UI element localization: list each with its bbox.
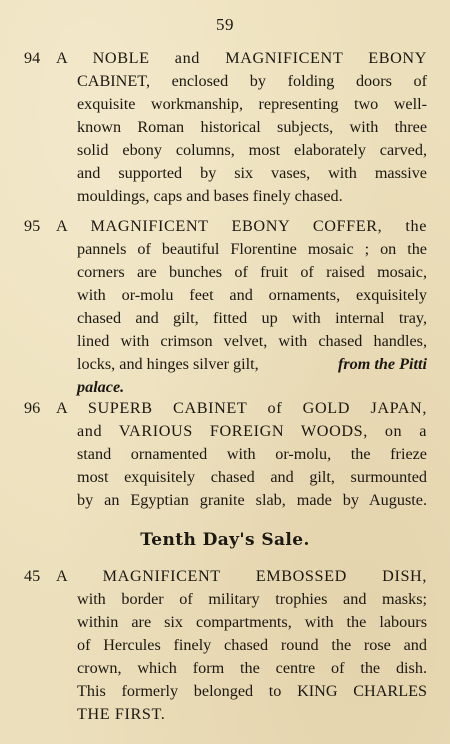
section-heading: Tenth Day's Sale. — [140, 530, 310, 550]
lot-text-line: locks, and hinges silver gilt, — [77, 355, 259, 373]
lot-text-line: A MAGNIFICENT EBONY COFFER, the — [56, 217, 427, 235]
lot-text-line: with border of military trophies and masks; — [77, 590, 427, 608]
lot-number: 95 — [24, 217, 41, 235]
lot-text-line: within are six compartments, with the labours — [77, 613, 427, 631]
lot-text-line: and VARIOUS FOREIGN WOODS, on a — [77, 422, 427, 440]
lot-number: 94 — [24, 49, 41, 67]
lot-text-line: most exquisitely chased and gilt, surmounted — [77, 468, 427, 486]
lot-text-line: by an Egyptian granite slab, made by Auguste. — [77, 491, 427, 509]
lot-text-line: and supported by six vases, with massive — [77, 164, 427, 182]
lot-text-line: A NOBLE and MAGNIFICENT EBONY — [56, 49, 427, 67]
lot-text-line: of Hercules finely chased round the rose and — [77, 636, 427, 654]
lot-text-line: CABINET, enclosed by folding doors of — [77, 72, 427, 90]
lot-number: 96 — [24, 399, 41, 417]
lot-text-line: pannels of beautiful Florentine mosaic ; on the — [77, 240, 427, 258]
lot-text-line: A SUPERB CABINET of GOLD JAPAN, — [56, 399, 427, 417]
lot-text-line: exquisite workmanship, representing two well- — [77, 95, 427, 113]
lot-text-line: corners are bunches of fruit of raised mosaic, — [77, 263, 427, 281]
lot-text-line: solid ebony columns, most elaborately carved, — [77, 141, 427, 159]
lot-text-line: chased and gilt, fitted up with internal tray, — [77, 309, 427, 327]
lot-text-line: THE FIRST. — [77, 705, 166, 723]
lot-text-line: mouldings, caps and bases finely chased. — [77, 187, 343, 205]
page-number: 59 — [216, 15, 234, 34]
lot-text-line: This formerly belonged to KING CHARLES — [77, 682, 427, 700]
lot-text-italic: from the Pitti — [337, 355, 427, 373]
lot-text-italic: palace. — [77, 378, 125, 396]
lot-text-line: known Roman historical subjects, with three — [77, 118, 427, 136]
lot-number: 45 — [24, 567, 41, 585]
lot-text-line: stand ornamented with or-molu, the frieze — [77, 445, 427, 463]
lot-text-line: crown, which form the centre of the dish. — [77, 659, 427, 677]
lot-text-line: lined with crimson velvet, with chased handles, — [77, 332, 427, 350]
lot-text-line: A MAGNIFICENT EMBOSSED DISH, — [56, 567, 427, 585]
lot-text-line: with or-molu feet and ornaments, exquisitely — [77, 286, 427, 304]
